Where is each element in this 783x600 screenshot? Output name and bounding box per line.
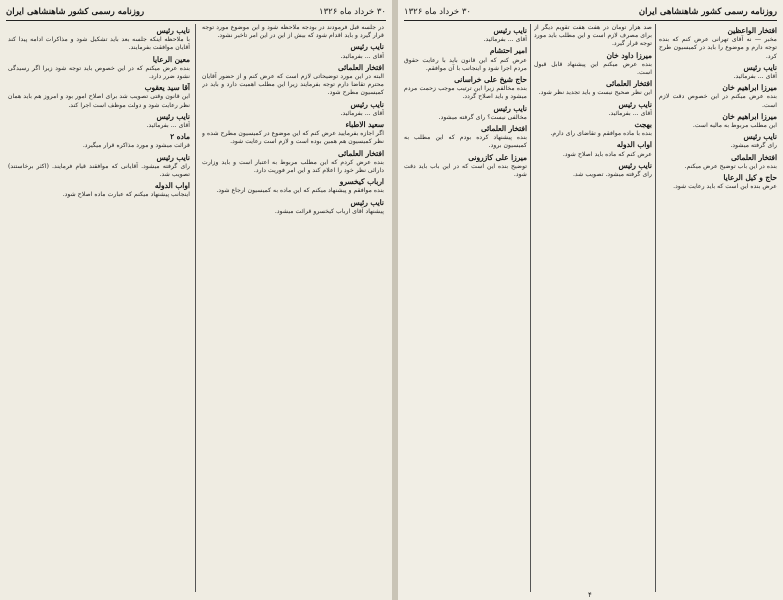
speaker-heading: میرزا علی کازرونی (468, 152, 527, 162)
paragraph-text: عرض کنم که این قانون باید با رعایت حقوق مردم اجرا شود و اینجانب با آن موافقم. (404, 56, 527, 72)
speaker-heading: سعید الاطباء (345, 120, 384, 130)
column-divider (655, 24, 656, 592)
speaker-heading: اواب الدوله (616, 140, 652, 150)
speaker-heading: نایب رئیس (618, 160, 652, 170)
speaker-heading: افتخار العلمائی (605, 79, 652, 89)
left-column-2 (8, 24, 190, 592)
left-column-1 (202, 24, 384, 592)
paragraph-text: بنده عرض میکنم که در این خصوص باید توجه شود زیرا اگر رسیدگی نشود ضرر دارد. (8, 64, 190, 81)
speaker-heading: افتخار العلمائی (730, 152, 777, 162)
paragraph-text: آقای ... بفرمائید. (340, 52, 384, 60)
page-number: ۴ (588, 591, 592, 599)
paragraph-text: عرض بنده این است که باید رعایت شود. (673, 183, 777, 191)
column-divider (195, 24, 196, 592)
speaker-heading: افتخار الواعظین (727, 26, 777, 35)
paragraph-text: البته در این مورد توضیحاتی لازم است که عرض کنم و از حضور آقایان محترم تقاضا دارم توجه بفرمایند زیرا این مطلب اهمیت دارد و باید در کمیسیون مطرح شود. (202, 73, 384, 97)
paragraph-text: این قانون وقتی تصویب شد برای اصلاح امور بود و امروز هم باید همان نظر رعایت شود و دولت موظف است اجرا کند. (8, 93, 190, 109)
paragraph-text: آقای ... بفرمائید. (483, 36, 527, 44)
speaker-heading: نایب رئیس (350, 197, 384, 207)
speaker-heading: ارباب کیخسرو (339, 177, 384, 187)
paragraph-text: بنده با ماده موافقم و تقاضای رای دارم. (550, 130, 652, 138)
speaker-heading: افتخار العلمائی (337, 62, 384, 72)
speaker-heading: نایب رئیس (493, 103, 527, 113)
speaker-heading: نایب رئیس (156, 26, 190, 35)
right-header-date: ۳۰ خرداد ماه ۱۳۲۶ (404, 7, 471, 17)
paragraph-text: بنده عرض میکنم این پیشنهاد قابل قبول است. (534, 60, 652, 77)
speaker-heading: نایب رئیس (156, 111, 190, 121)
paragraph-text: رای گرفته میشود. (730, 142, 777, 150)
speaker-heading: حاج شیخ علی خراسانی (454, 75, 527, 85)
paragraph-text: با ملاحظه اینکه جلسه بعد باید تشکیل شود و مذاکرات ادامه پیدا کند آقایان موافقت بفرمایند. (8, 36, 190, 52)
right-page (398, 0, 783, 600)
speaker-heading: نایب رئیس (350, 42, 384, 52)
paragraph-text: رای گرفته میشود. تصویب شد. (572, 171, 652, 179)
paragraph-text: توضیح بنده این است که در این باب باید دقت شود. (404, 162, 527, 179)
speaker-heading: افتخار العلمائی (337, 148, 384, 158)
column-divider (530, 24, 531, 592)
paragraph-text: آقای ... بفرمائید. (608, 109, 652, 117)
paragraph-text: بنده مخالفم زیرا این ترتیب موجب زحمت مردم میشود و باید اصلاح گردد. (404, 85, 527, 101)
paragraph-text: پیشنهاد آقای ارباب کیخسرو قرائت میشود. (274, 207, 384, 215)
speaker-heading: ماده ۲ (170, 132, 190, 142)
paragraph-text: آقای ... بفرمائید. (340, 109, 384, 117)
paragraph-text: صد هزار تومان در هفت هفت تقویم دیگر از برای مصرف لازم است و این مطلب باید مورد توجه قرار گیرد. (534, 24, 652, 48)
speaker-heading: نایب رئیس (350, 99, 384, 109)
speaker-heading: آقا سید یعقوب (144, 83, 190, 93)
paragraph-text: این مطلب مربوط به مالیه است. (692, 122, 777, 130)
speaker-heading: نایب رئیس (156, 152, 190, 162)
paragraph-text: در جلسه قبل فرمودند در بودجه ملاحظه شود و این موضوع مورد توجه قرار گیرد و باید اقدام شود که بیش از این در این امر تاخیر نشود. (202, 24, 384, 40)
speaker-heading: میرزا داود خان (606, 50, 652, 60)
right-column-2 (534, 24, 652, 592)
paragraph-text: بنده عرض کردم که این مطلب مربوط به اعتبار است و باید وزارت دارائی نظر خود را اعلام کند و این امر فوریت دارد. (202, 158, 384, 175)
right-column-1 (659, 24, 777, 592)
right-header-title: روزنامه رسمی کشور شاهنشاهی ایران (638, 7, 777, 17)
paragraph-text: مخالفی نیست؟ رای گرفته میشود. (438, 113, 527, 121)
paragraph-text: رای گرفته میشود. آقایانی که موافقند قیام فرمایند. (اکثر برخاستند) تصویب شد. (8, 162, 190, 179)
speaker-heading: اواب الدوله (154, 181, 190, 191)
right-page-header (404, 4, 777, 21)
speaker-heading: معین الرعایا (152, 54, 190, 64)
paragraph-text: بنده موافقم و پیشنهاد میکنم که این ماده به کمیسیون ارجاع شود. (216, 187, 384, 195)
speaker-heading: افتخار العلمائی (480, 124, 527, 134)
paragraph-text: آقای ... بفرمائید. (146, 122, 190, 130)
speaker-heading: بهجت (634, 120, 652, 130)
paragraph-text: اینجانب پیشنهاد میکنم که عبارت ماده اصلاح شود. (62, 191, 190, 199)
paragraph-text: این نظر صحیح نیست و باید تجدید نظر شود. (538, 89, 652, 97)
paragraph-text: بنده پیشنهاد کرده بودم که این مطلب به کمیسیون برود. (404, 134, 527, 150)
speaker-heading: نایب رئیس (493, 26, 527, 35)
left-header-title: روزنامه رسمی کشور شاهنشاهی ایران (6, 7, 145, 17)
speaker-heading: نایب رئیس (743, 62, 777, 72)
paragraph-text: اگر اجازه بفرمایید عرض کنم که این موضوع در کمیسیون مطرح شده و نظر کمیسیون هم همین بوده است و لازم است رعایت شود. (202, 130, 384, 146)
speaker-heading: میرزا ابراهیم خان (722, 83, 777, 93)
speaker-heading: نایب رئیس (743, 132, 777, 142)
paragraph-text: بنده در این باب توضیح عرض میکنم. (684, 162, 777, 170)
speaker-heading: میرزا ابراهیم خان (722, 111, 777, 121)
paragraph-text: عرض کنم که ماده باید اصلاح شود. (562, 150, 652, 158)
paragraph-text: قرائت میشود و مورد مذاکره قرار میگیرد. (82, 142, 190, 150)
speaker-heading: امیر احتشام (489, 46, 527, 56)
right-column-3 (404, 24, 527, 592)
left-header-date: ۳۰ خرداد ماه ۱۳۲۶ (319, 7, 386, 17)
left-page-header (6, 4, 386, 21)
paragraph-text: مخبر — نه آقای تهرانی عرض کنم که بنده توجه دارم و موضوع را باید در کمیسیون طرح کرد. (659, 36, 777, 60)
speaker-heading: حاج و کیل الرعایا (723, 173, 777, 183)
paragraph-text: آقای ... بفرمائید. (733, 73, 777, 81)
paragraph-text: بنده عرض میکنم در این خصوص دقت لازم است. (659, 93, 777, 109)
speaker-heading: نایب رئیس (618, 99, 652, 109)
